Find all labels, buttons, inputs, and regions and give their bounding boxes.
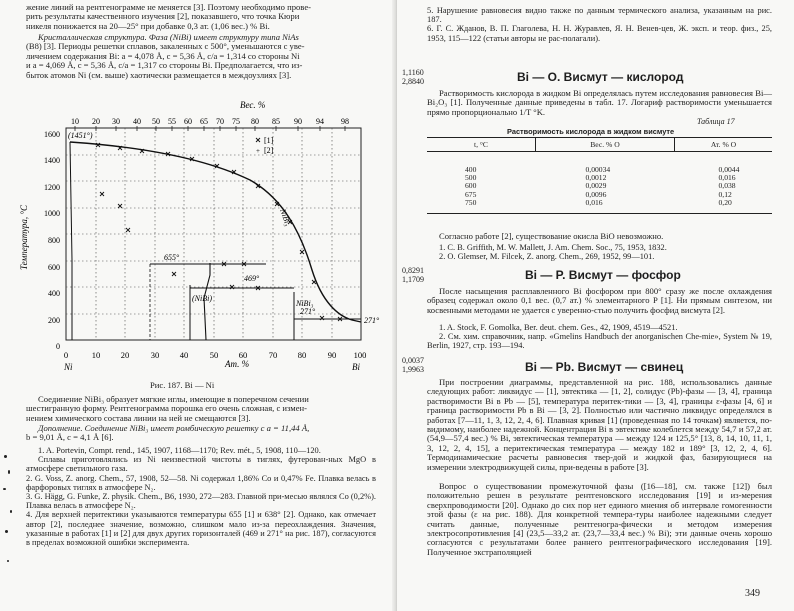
phase-nibi-label: (NiBi) bbox=[192, 294, 212, 303]
bi-label: Bi bbox=[352, 362, 360, 372]
y-tick: 1600 bbox=[44, 130, 60, 139]
phase-nibi3-upper-label: NiBi₃ bbox=[278, 207, 293, 228]
table-header-cell: t, °C bbox=[427, 138, 536, 152]
x-tick: 40 bbox=[179, 350, 189, 360]
peritectic-655-label: 655° bbox=[164, 253, 180, 262]
y-tick: 1400 bbox=[44, 156, 60, 165]
x-tick: 80 bbox=[297, 350, 307, 360]
y-axis-label: Температура, °C bbox=[19, 205, 29, 270]
top-tick: 75 bbox=[232, 117, 240, 126]
margin-numbers-bio: 1,1160 2,8840 bbox=[402, 68, 424, 86]
y-tick: 400 bbox=[48, 289, 60, 298]
top-tick: 10 bbox=[71, 117, 79, 126]
scan-speck bbox=[7, 560, 9, 562]
top-tick: 55 bbox=[168, 117, 176, 126]
x-tick: 30 bbox=[150, 350, 160, 360]
y-tick: 600 bbox=[48, 263, 60, 272]
reference-item: 2. O. Glemser, M. Filcek, Z. anorg. Chem., 269, 1952, 99—101. bbox=[439, 252, 655, 262]
top-tick: 65 bbox=[200, 117, 208, 126]
scan-speck bbox=[4, 455, 7, 458]
margin-numbers-bipb: 0,0037 1,9963 bbox=[402, 356, 424, 374]
top-tick: 40 bbox=[133, 117, 141, 126]
reference-item: 1. A. Stock, F. Gomolka, Ber. deut. chem. Ges., 42, 1909, 4519—4521. bbox=[439, 323, 678, 332]
top-tick: 94 bbox=[316, 117, 324, 126]
legend bbox=[256, 136, 274, 155]
y-tick: 200 bbox=[48, 316, 60, 325]
top-tick: 60 bbox=[184, 117, 192, 126]
ni-label: Ni bbox=[64, 362, 73, 372]
peritectic-469-label: 469° bbox=[244, 274, 260, 283]
table-row: 400 0,00034 0,0044 bbox=[465, 165, 740, 174]
crystal-structure-paragraph: Кристаллическая структура. Фаза (NiBi) имеет структуру типа NiAs (B8) [3]. Периоды решетки сплавов, закаленных с 500°, уменьшаются с уве- личением содержания Bi: a = 4,078 Å, c = 5,36 Å, c/a = 1,314 со стороны Ni и a = 4,069 Å, c = 5,36 Å, c/a = 1,317 со стороны Bi. Предполагается, что из- быток атомов Ni (см. выше) хаотически размещается в междоузлиях [3]. bbox=[26, 32, 305, 80]
table-header-row bbox=[427, 138, 772, 152]
bi-o-note: Согласно работе [2], существование окисла BiO невозможно. bbox=[439, 231, 664, 241]
x-tick: 20 bbox=[120, 350, 130, 360]
liquidus-curve bbox=[70, 142, 361, 322]
top-tick: 85 bbox=[272, 117, 280, 126]
intro-paragraph: жение линий на рентгенограмме не меняется [3]. Поэтому необходимо прове- рить результаты качественного изучения [2], показавшего, что точка Кюри никеля понижается на 20—25° при добавке 0,3 ат. (1,06 вес.) % Bi. bbox=[26, 2, 311, 31]
table-row: 600 0,0029 0,038 bbox=[465, 181, 736, 191]
eutectic-271-label: 271° bbox=[300, 307, 316, 316]
x-tick: 60 bbox=[238, 350, 248, 360]
reference-item: 5. Нарушение равновесия видно также по данным термического анализа, указанным на рис. 187. bbox=[427, 6, 772, 25]
bi-p-references bbox=[427, 323, 772, 351]
reference-item: 4. Для верхней перитектики указываются температуры 655 [1] и 638° [2]. Однако, как отмечает автор [2], последнее значение, возможно, слишком мало из-за переохлаждения. Значения, указанные в работах [1] и [2] для двух других горизонталей (469 и 271° на рис. 187), согласуются в пределах возможной ошибки эксперимента. bbox=[26, 510, 376, 548]
compound-paragraph: Соединение NiBi₃ образует мягкие иглы, имеющие в поперечном сечении шестигранную форму. Рентгенограмма порошка его очень сложная, с измен- нением химического состава линии на ней не смещаются [3]. bbox=[26, 394, 309, 423]
table-title: Растворимость кислорода в жидком висмуте bbox=[507, 127, 675, 136]
x-axis-label: Ат. % bbox=[225, 359, 250, 369]
table-row: 500 0,0012 0,016 bbox=[465, 173, 736, 183]
figure-caption: Рис. 187. Bi — Ni bbox=[150, 380, 215, 390]
top-tick: 70 bbox=[216, 117, 224, 126]
reference-item: 6. Г. С. Жданов, В. П. Глаголева, Н. Н. Журавлев, Я. Н. Венев-цев, Ж. эксп. и теор. физ., 25, 1953, 115—122 (статьи авторы не рас-полагали). bbox=[427, 24, 772, 43]
section-heading-bi-o: Bi — O. Висмут — кислород bbox=[517, 70, 684, 84]
x-tick: 90 bbox=[327, 350, 337, 360]
page-number: 349 bbox=[745, 588, 760, 599]
top-axis-label: Вес. % bbox=[240, 100, 266, 110]
section-heading-bi-pb: Bi — Pb. Висмут — свинец bbox=[525, 360, 684, 374]
y-tick: 1000 bbox=[44, 209, 60, 218]
y-tick: 800 bbox=[48, 236, 60, 245]
plot-grid bbox=[66, 126, 361, 340]
top-tick: 50 bbox=[152, 117, 160, 126]
top-tick: 20 bbox=[92, 117, 100, 126]
reference-list bbox=[26, 446, 376, 547]
bi-pb-paragraph-2: Вопрос о существовании промежуточной фазы ([16—18], см. также [12]) был положительно решен в результате рентгеновского исследования [19] и из-мерения сверхпроводимости [20]. Однако до сих пор нет единого мнения об интервале гомогенности этой фазы (ε на рис. 188). Для конкретной темпера-туры наиболее надежными следует считать данные, полученные рентгеногра-фически и методом измерения электросопротивления [4] (23,5—33,2 ат. (23,7—33,4 вес.) % Bi); эти данные очень хорошо согласуются с результатами более раннего рентгенографического исследования [19]. Полученное экстраполяцией bbox=[427, 481, 772, 557]
table-row: 750 0,016 0,20 bbox=[465, 197, 732, 207]
x-tick: 50 bbox=[209, 350, 219, 360]
reference-item: 3. G. Hägg, G. Funke, Z. physik. Chem., B6, 1930, 272—283. Главной при-месью являлся Co (0,2%). Плавка велась в атмосфере N₂. bbox=[26, 492, 376, 511]
reference-item: 1. A. Portevin, Compt. rend., 145, 1907, 1168—1170; Rev. mét., 5, 1908, 110—120. bbox=[38, 446, 321, 455]
bi-p-paragraph: После насыщения расплавленного Bi фосфором при 800° сразу же после охлаждения образец содержал около 0,1 вес. (0,7 ат.) % элементарного P [1]. Ни прямым синтезом, ни косвенными методами не удается с уверенно-стью получить фосфид висмута [2]. bbox=[427, 286, 772, 315]
table-label: Таблица 17 bbox=[697, 117, 735, 126]
x-tick: 70 bbox=[268, 350, 278, 360]
scan-speck bbox=[8, 470, 10, 474]
top-tick: 30 bbox=[112, 117, 120, 126]
ni-solvus bbox=[70, 142, 72, 340]
annotations bbox=[68, 131, 380, 325]
legend-item: [2] bbox=[264, 146, 274, 155]
top-tick: 80 bbox=[251, 117, 259, 126]
ni-melting-point: (1451°) bbox=[68, 131, 93, 140]
x-tick: 0 bbox=[63, 350, 69, 360]
scan-speck bbox=[5, 530, 8, 533]
y-tick: 0 bbox=[56, 342, 60, 351]
x-tick: 100 bbox=[353, 350, 367, 360]
section-heading-bi-p: Bi — P. Висмут — фосфор bbox=[525, 268, 681, 282]
legend-item: [1] bbox=[264, 136, 274, 145]
top-tick: 98 bbox=[341, 117, 349, 126]
right-page bbox=[397, 0, 794, 611]
bi-o-references bbox=[427, 243, 772, 261]
addendum-paragraph: Дополнение. Соединение NiBi₃ имеет ромбическую решетку с a = 11,44 Å, b = 9,01 Å, c = 4,1 Å [6]. bbox=[26, 423, 310, 443]
y-tick: 1200 bbox=[44, 183, 60, 192]
continued-references bbox=[427, 6, 772, 43]
x-tick: 10 bbox=[91, 350, 101, 360]
bi-melting-point: 271° bbox=[364, 316, 380, 325]
reference-item: 2. См. хим. справочник, напр. «Gmelins Handbuch der anorganischen Che-mie», System № 19, Berlin, 1927, стр. 193—194. bbox=[427, 332, 772, 351]
oxygen-solubility-table bbox=[427, 137, 772, 214]
reference-note: Сплавы приготовлялись из Ni неизвестной чистоты в тиглях, футерован-ных MgO в атмосфере светильного газа. bbox=[26, 455, 376, 474]
scan-speck bbox=[3, 488, 6, 490]
top-tick: 90 bbox=[294, 117, 302, 126]
reference-item: 2. G. Voss, Z. anorg. Chem., 57, 1908, 52—58. Ni содержал 1,86% Co и 0,47% Fe. Плавка велась в фарфоровых тиглях в атмосфере N₂. bbox=[26, 473, 376, 492]
bi-o-paragraph: Растворимость кислорода в жидком Bi определялась путем исследования равновесия Bi—Bi₂O₃ [1]. Полученные данные приведены в табл. 17. Логариф растворимости уменьшается прямо пропорционально 1/T °K. bbox=[427, 88, 772, 117]
x-ticks bbox=[64, 350, 367, 360]
table-header-cell: Вес. % O bbox=[536, 138, 675, 152]
svg-text:+: + bbox=[256, 147, 260, 155]
phase-nibi3-lower-label: NiBi₃ bbox=[296, 299, 314, 308]
phase-diagram-bi-ni bbox=[0, 80, 392, 380]
margin-numbers-bip: 0,8291 1,1709 bbox=[402, 266, 424, 284]
top-ticks bbox=[71, 117, 349, 126]
scan-speck bbox=[10, 510, 12, 513]
y-ticks bbox=[44, 130, 60, 351]
bi-pb-paragraph-1: При построении диаграммы, представленной на рис. 188, использовались данные следующих работ: ликвидус — [1], эвтектика — [1, 2], солидус (Pb)-фазы — [3, 4], граница растворимости Bi в Pb — [5], температура перитек-тики — [3, 4], границы ε-фазы [4, 6] и граница растворимости Pb в Bi — [3, 2]. Полностью или частично ликвидус определялся в работах [7—11, 1, 3, 12, 2, 4, 6]. Плавная кривая [1] (проведенная по 14 точкам) является, по-видимому, наиболее надежной. Концентрация Bi в эвтектике колеблется между 54,7 и 57,2 ат. (54,9—57,4 вес.) % Bi, эвтектическая температура — между 124 и 125,5° [13, 8, 14, 10, 11, 1, 3, 12, 2, 4, 15], а перитектическая температура — между 182 и 189° [3, 12, 2, 4, 6]. Термодинамические расчеты равновесия твер-дой и жидкой фаз, базирующиеся на измерении электродвижущей силы, при-ведены в работе [3]. bbox=[427, 377, 772, 472]
table-row: 675 0,0096 0,12 bbox=[465, 189, 732, 199]
table-header-cell: Ат. % O bbox=[675, 138, 773, 152]
data-points bbox=[96, 143, 342, 321]
reference-item: 1. C. B. Griffith, M. W. Mallett, J. Am. Chem. Soc., 75, 1953, 1832. bbox=[439, 243, 667, 252]
